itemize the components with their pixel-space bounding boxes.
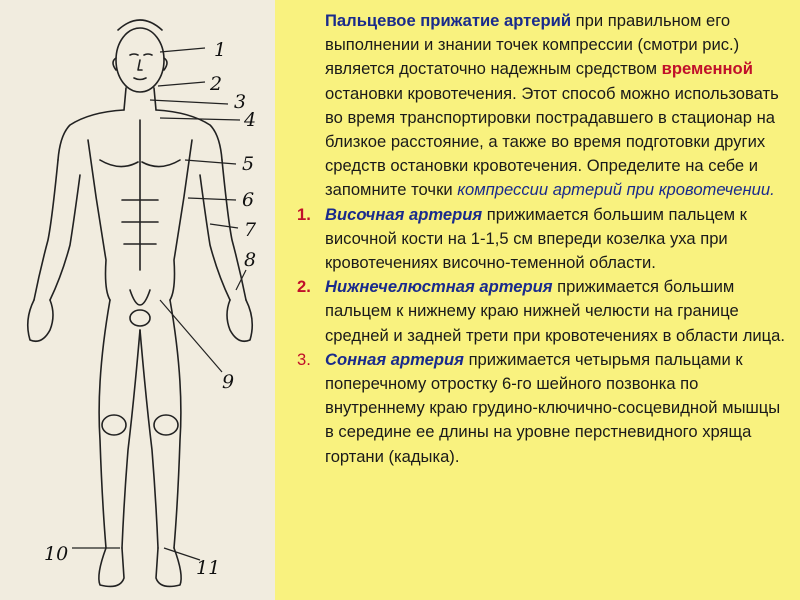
- item-term: Височная артерия: [325, 204, 483, 224]
- item-body: прижимается большим пальцем к височной кости на 1-1,5 см впереди козелка уха при кровотечениях височно-теменной области.: [325, 204, 747, 273]
- label-1: 1: [214, 39, 227, 61]
- label-6: 6: [242, 189, 255, 211]
- intro-text-2: остановки кровотечения. Этот способ можно использовать во время транспортировки пострадавшего в стационар на близкое расстояние, а также во время подготовки других средств остановки кровотечения. Определите на себе и запомните точки: [325, 83, 779, 200]
- label-3: 3: [234, 91, 247, 113]
- text-block: [297, 9, 792, 469]
- intro-paragraph: [297, 9, 792, 203]
- label-10: 10: [44, 543, 69, 565]
- item-number: 3.: [297, 349, 311, 369]
- label-9: 9: [222, 371, 235, 393]
- item-body: прижимается большим пальцем к нижнему краю нижней челюсти на границе средней и задней трети при кровотечениях в области лица.: [325, 277, 785, 345]
- item-number: 1.: [297, 204, 311, 224]
- intro-title: Пальцевое прижатие артерий: [325, 11, 572, 30]
- item-body: прижимается четырьмя пальцами к поперечному отростку 6-го шейного позвонка по внутреннему краю грудино-ключично-сосцевидной мышцы в середине ее длины на уровне перстневидного хряща гортани (кадыка).: [325, 349, 781, 466]
- figure-panel: [0, 0, 275, 600]
- intro-italic: компрессии артерий при кровотечении.: [457, 180, 775, 200]
- label-5: 5: [242, 153, 255, 175]
- list-item: [297, 275, 792, 348]
- label-8: 8: [244, 249, 257, 271]
- item-number: 2.: [297, 277, 311, 297]
- label-4: 4: [244, 109, 257, 131]
- label-11: 11: [196, 557, 221, 579]
- intro-highlight: временной: [661, 59, 753, 79]
- anatomy-figure: [0, 0, 275, 600]
- text-panel: [275, 0, 800, 600]
- item-term: Нижнечелюстная артерия: [325, 277, 553, 297]
- item-term: Сонная артерия: [325, 349, 464, 369]
- intro-text-1: при правильном его выполнении и знании точек компрессии (смотри рис.) является достаточно надежным средством: [325, 11, 740, 79]
- label-2: 2: [210, 73, 223, 95]
- list-item: [297, 203, 792, 276]
- label-7: 7: [244, 219, 257, 241]
- list-item: [297, 348, 792, 469]
